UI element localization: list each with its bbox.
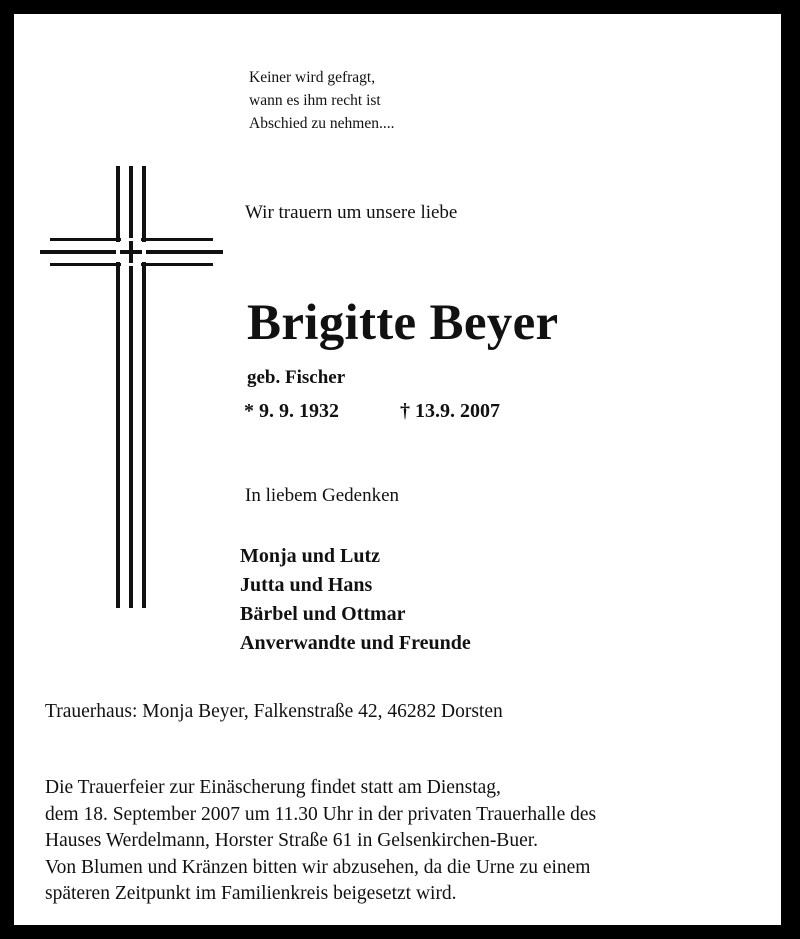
motto-line: wann es ihm recht ist [249, 92, 381, 109]
deceased-name: Brigitte Beyer [247, 295, 559, 351]
ceremony-details [45, 775, 596, 908]
maiden-name: geb. Fischer [247, 367, 346, 388]
death-date: † 13.9. 2007 [400, 400, 500, 422]
mourner-item: Bärbel und Ottmar [240, 603, 406, 625]
birth-date: * 9. 9. 1932 [244, 400, 339, 422]
ceremony-line: Hauses Werdelmann, Horster Straße 61 in Gelsenkirchen-Buer. [45, 830, 539, 851]
mourner-item: Anverwandte und Freunde [240, 632, 471, 654]
mourner-item: Jutta und Hans [240, 574, 373, 596]
mourner-item: Monja und Lutz [240, 545, 381, 567]
motto-line: Keiner wird gefragt, [249, 69, 376, 86]
mourning-house-address: Trauerhaus: Monja Beyer, Falkenstraße 42, 46282 Dorsten [45, 701, 503, 722]
motto-verse [249, 66, 395, 135]
ceremony-line: dem 18. September 2007 um 11.30 Uhr in der privaten Trauerhalle des [45, 803, 597, 825]
ceremony-line: Von Blumen und Kränzen bitten wir abzusehen, da die Urne zu einem [45, 856, 591, 878]
mourners-list [240, 542, 471, 658]
ceremony-line: späteren Zeitpunkt im Familienkreis beigesetzt wird. [45, 883, 457, 904]
cross-icon [40, 166, 223, 608]
ceremony-line: Die Trauerfeier zur Einäscherung findet statt am Dienstag, [45, 777, 501, 798]
motto-line: Abschied zu nehmen.... [249, 115, 395, 132]
intro-text: Wir trauern um unsere liebe [245, 202, 458, 223]
memory-line: In liebem Gedenken [245, 485, 400, 506]
